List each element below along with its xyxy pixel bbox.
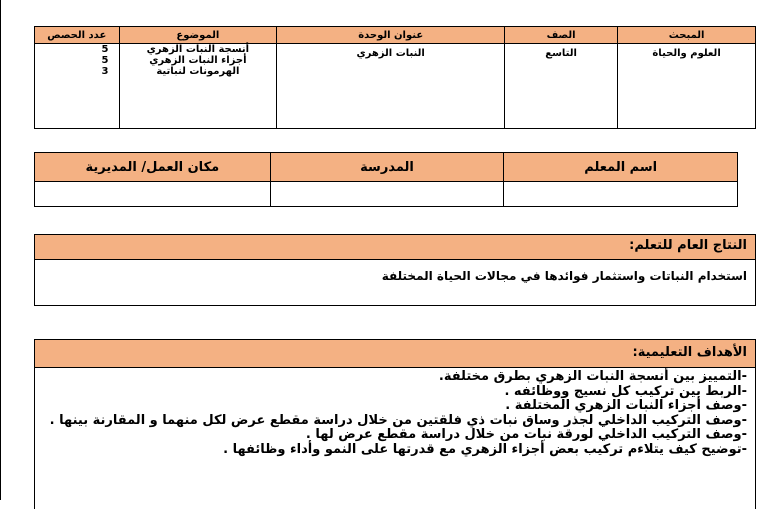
grade-value: التاسع bbox=[545, 48, 577, 59]
unit-table-body-row bbox=[35, 44, 756, 129]
objective-item: -توضيح كيف يتلاءم تركيب بعض أجزاء الزهري مع قدرتها على النمو وأداء وظائفها . bbox=[223, 441, 747, 457]
periods-header: عدد الحصص bbox=[35, 27, 120, 44]
objectives-title: الأهداف التعليمية: bbox=[35, 340, 755, 368]
objective-item: -التمييز بين أنسجة النبات الزهري بطرق مختلفة. bbox=[438, 369, 747, 384]
topics-cell bbox=[119, 44, 277, 129]
topic-item: أجزاء النبات الزهري bbox=[149, 55, 247, 66]
workplace-field[interactable] bbox=[35, 182, 271, 207]
periods-cell bbox=[35, 44, 120, 129]
period-count: 5 bbox=[101, 44, 109, 55]
page-left-border bbox=[0, 0, 1, 500]
objective-item: -وصف أجزاء النبات الزهري المختلفة . bbox=[505, 398, 747, 413]
teacher-info-table bbox=[34, 152, 738, 207]
objective-item: -الربط بين تركيب كل نسيج ووظائفه . bbox=[504, 383, 747, 399]
teacher-table-input-row bbox=[35, 182, 738, 207]
subject-header: المبحث bbox=[618, 27, 756, 44]
topic-item: الهرمونات لنباتية bbox=[156, 66, 240, 77]
school-field[interactable] bbox=[270, 182, 504, 207]
objectives-list bbox=[35, 368, 755, 457]
grade-header: الصف bbox=[505, 27, 618, 44]
period-count: 5 bbox=[101, 55, 109, 66]
topic-header: الموضوع bbox=[119, 27, 277, 44]
grade-cell bbox=[505, 44, 618, 129]
topic-item: أنسجة النبات الزهري bbox=[146, 44, 250, 55]
objective-item: -وصف التركيب الداخلي لجذر وساق نبات ذي فلقتين من خلال دراسة مقطع عرض لكل منهما و المقارنة بينها . bbox=[49, 412, 747, 428]
general-outcome-section bbox=[34, 234, 756, 306]
unit-title-cell bbox=[277, 44, 505, 129]
workplace-header: مكان العمل/ المديرية bbox=[35, 153, 271, 182]
unit-title-header: عنوان الوحدة bbox=[277, 27, 505, 44]
general-outcome-text: استخدام النباتات واستثمار فوائدها في مجالات الحياة المختلفة bbox=[381, 269, 747, 283]
objective-item: -وصف التركيب الداخلي لورقة نبات من خلال دراسة مقطع عرض لها . bbox=[305, 427, 747, 442]
teacher-name-header: اسم المعلم bbox=[504, 153, 738, 182]
general-outcome-title: النتاج العام للتعلم: bbox=[35, 235, 755, 260]
unit-info-table bbox=[34, 26, 756, 129]
teacher-table-header-row bbox=[35, 153, 738, 182]
school-header: المدرسة bbox=[270, 153, 504, 182]
period-count: 3 bbox=[101, 66, 109, 77]
objectives-section bbox=[34, 339, 756, 509]
unit-table-header-row bbox=[35, 27, 756, 44]
subject-value: العلوم والحياة bbox=[652, 48, 721, 59]
unit-title-value: النبات الزهري bbox=[356, 48, 425, 59]
subject-cell bbox=[618, 44, 756, 129]
teacher-name-field[interactable] bbox=[504, 182, 738, 207]
